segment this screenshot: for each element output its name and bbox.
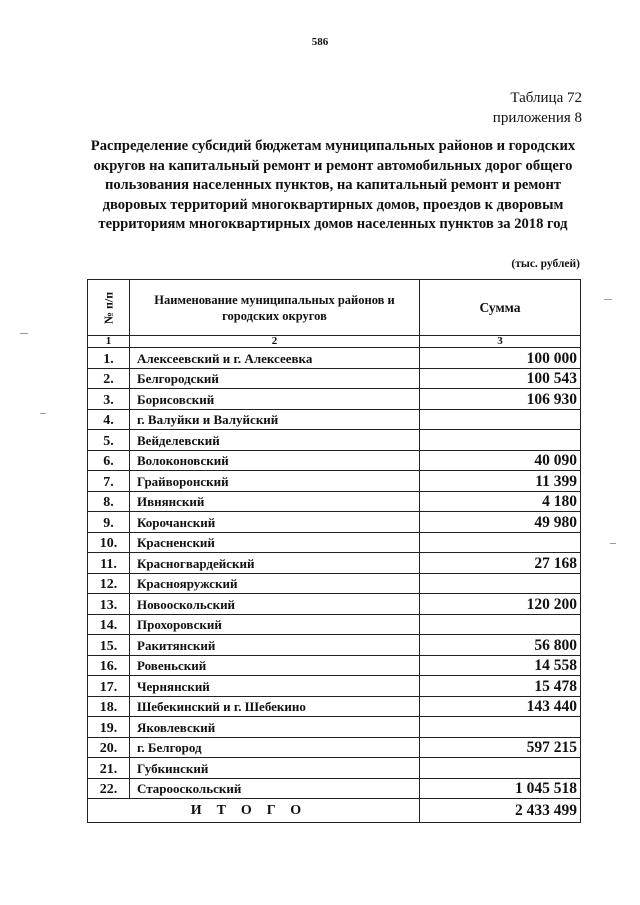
table-row xyxy=(88,409,581,430)
table-row xyxy=(88,573,581,594)
row-number: 19. xyxy=(88,717,130,738)
unit-note: (тыс. рублей) xyxy=(511,258,580,270)
table-row xyxy=(88,532,581,553)
table-row xyxy=(88,512,581,533)
row-name: Вейделевский xyxy=(130,430,420,451)
total-row xyxy=(88,799,581,823)
row-number: 3. xyxy=(88,389,130,410)
total-label: ИТОГО xyxy=(88,799,420,823)
table-caption-label: Таблица 72 xyxy=(510,90,582,106)
table-row xyxy=(88,737,581,758)
row-sum: 15 478 xyxy=(420,676,581,697)
row-number: 15. xyxy=(88,635,130,656)
table-row xyxy=(88,389,581,410)
scan-mark xyxy=(40,413,46,414)
row-name: Красногвардейский xyxy=(130,553,420,574)
row-number: 4. xyxy=(88,409,130,430)
table-row xyxy=(88,655,581,676)
row-name: Алексеевский и г. Алексеевка xyxy=(130,348,420,369)
row-number: 9. xyxy=(88,512,130,533)
row-number: 17. xyxy=(88,676,130,697)
row-number: 8. xyxy=(88,491,130,512)
row-number: 16. xyxy=(88,655,130,676)
row-name: г. Белгород xyxy=(130,737,420,758)
row-number: 10. xyxy=(88,532,130,553)
row-sum: 597 215 xyxy=(420,737,581,758)
table-row xyxy=(88,758,581,779)
table-row xyxy=(88,491,581,512)
row-sum: 11 399 xyxy=(420,471,581,492)
row-name: Ровеньский xyxy=(130,655,420,676)
row-number: 5. xyxy=(88,430,130,451)
page-number: 586 xyxy=(311,36,329,48)
row-sum: 4 180 xyxy=(420,491,581,512)
header-name: Наименование муниципальных районов и городских округов xyxy=(130,280,420,336)
row-number: 14. xyxy=(88,614,130,635)
table-row xyxy=(88,635,581,656)
column-number-row xyxy=(88,336,581,348)
table-row xyxy=(88,553,581,574)
row-number: 13. xyxy=(88,594,130,615)
row-name: Белгородский xyxy=(130,368,420,389)
row-sum: 49 980 xyxy=(420,512,581,533)
scan-mark xyxy=(604,299,612,300)
row-number: 21. xyxy=(88,758,130,779)
table-row xyxy=(88,717,581,738)
column-number: 2 xyxy=(130,336,420,348)
row-sum xyxy=(420,532,581,553)
row-name: Шебекинский и г. Шебекино xyxy=(130,696,420,717)
subsidy-table xyxy=(87,279,581,823)
header-number: № п/п xyxy=(88,280,130,336)
total-sum: 2 433 499 xyxy=(420,799,581,823)
row-number: 18. xyxy=(88,696,130,717)
row-sum xyxy=(420,409,581,430)
row-number: 1. xyxy=(88,348,130,369)
row-sum xyxy=(420,614,581,635)
table-row xyxy=(88,676,581,697)
row-number: 20. xyxy=(88,737,130,758)
row-sum: 100 543 xyxy=(420,368,581,389)
row-sum xyxy=(420,430,581,451)
row-name: Борисовский xyxy=(130,389,420,410)
row-sum: 14 558 xyxy=(420,655,581,676)
row-sum: 106 930 xyxy=(420,389,581,410)
row-name: Краснояружский xyxy=(130,573,420,594)
row-name: Прохоровский xyxy=(130,614,420,635)
row-name: Яковлевский xyxy=(130,717,420,738)
table-header-row xyxy=(88,280,581,336)
row-number: 7. xyxy=(88,471,130,492)
table-row xyxy=(88,471,581,492)
row-sum: 100 000 xyxy=(420,348,581,369)
table-row xyxy=(88,778,581,799)
row-name: Ивнянский xyxy=(130,491,420,512)
table-row xyxy=(88,696,581,717)
row-name: Чернянский xyxy=(130,676,420,697)
column-number: 1 xyxy=(88,336,130,348)
table-row xyxy=(88,348,581,369)
table-row xyxy=(88,450,581,471)
row-name: Красненский xyxy=(130,532,420,553)
scan-mark xyxy=(20,333,28,334)
row-sum xyxy=(420,573,581,594)
row-name: Новооскольский xyxy=(130,594,420,615)
row-name: Волоконовский xyxy=(130,450,420,471)
row-sum: 56 800 xyxy=(420,635,581,656)
appendix-caption-label: приложения 8 xyxy=(492,110,582,126)
table-row xyxy=(88,368,581,389)
row-number: 11. xyxy=(88,553,130,574)
row-sum: 120 200 xyxy=(420,594,581,615)
table-row xyxy=(88,430,581,451)
row-sum xyxy=(420,758,581,779)
row-sum: 143 440 xyxy=(420,696,581,717)
row-name: Грайворонский xyxy=(130,471,420,492)
table-caption xyxy=(493,88,582,128)
row-number: 22. xyxy=(88,778,130,799)
scan-mark xyxy=(610,543,616,544)
table-row xyxy=(88,594,581,615)
row-name: Губкинский xyxy=(130,758,420,779)
row-name: Корочанский xyxy=(130,512,420,533)
row-name: Старооскольский xyxy=(130,778,420,799)
row-sum: 40 090 xyxy=(420,450,581,471)
row-sum xyxy=(420,717,581,738)
table-row xyxy=(88,614,581,635)
row-number: 6. xyxy=(88,450,130,471)
row-name: г. Валуйки и Валуйский xyxy=(130,409,420,430)
row-number: 2. xyxy=(88,368,130,389)
column-number: 3 xyxy=(420,336,581,348)
header-sum: Сумма xyxy=(420,280,581,336)
row-sum: 27 168 xyxy=(420,553,581,574)
document-title: Распределение субсидий бюджетам муниципальных районов и городских округов на капитальный ремонт и ремонт автомобильных дорог общего пользования населенных пунктов, на капитальный ремонт и ремонт дворовых территорий многоквартирных домов, проездов к дворовым территориям многоквартирных домов населенных пунктов за 2018 год xyxy=(90,138,576,232)
row-sum: 1 045 518 xyxy=(420,778,581,799)
row-number: 12. xyxy=(88,573,130,594)
row-name: Ракитянский xyxy=(130,635,420,656)
